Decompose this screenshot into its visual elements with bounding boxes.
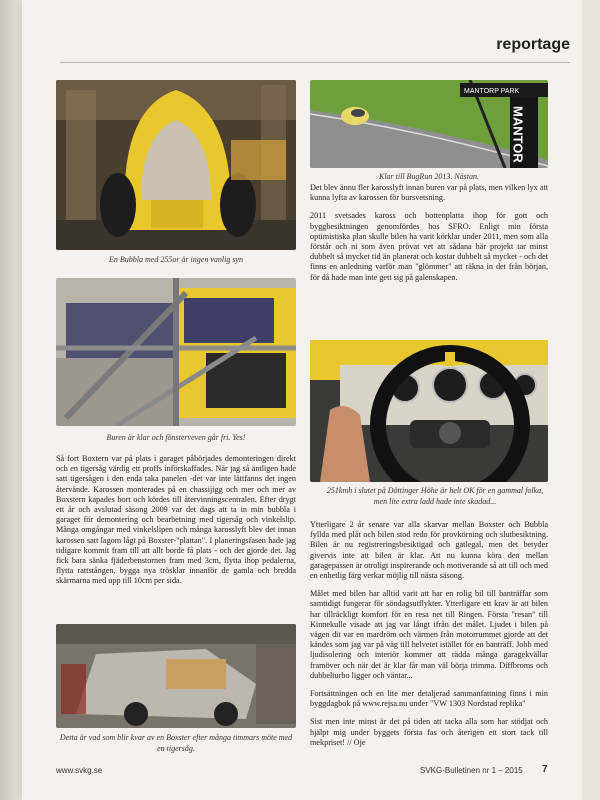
right-paragraph-1: Det blev ännu fler karosslyft innan buren var på plats, men vilken lyx att kunna lyfta av karossen för bursvetsning.: [310, 183, 548, 203]
photo-engine-bay: [56, 624, 296, 728]
bug-shell-image: [56, 80, 296, 250]
photo-dashboard: [310, 340, 548, 482]
photo-bug-shell: [56, 80, 296, 250]
left-column-text: [56, 454, 296, 595]
track-sign-text: MANTOR: [510, 106, 526, 163]
track-image: [310, 80, 548, 168]
caption-track: Klar till BugRun 2013. Nästan.: [378, 172, 479, 181]
right-column-text-top: [310, 183, 548, 291]
right-column-text-bottom: [310, 520, 548, 756]
caption-dashboard: 251kmh i slutet på Döttinger Höhe är helt OK för en gammal folka, men lite extra ladd hade inte skadad...: [326, 486, 544, 506]
caption-bug-shell: En Bubbla med 255or är ingen vanlig syn: [109, 255, 243, 264]
rollcage-image: [56, 278, 296, 426]
dashboard-image: [310, 340, 548, 482]
caption-rollcage: Buren är klar och fönsterveven går fri. Yes!: [106, 433, 246, 442]
right-paragraph-4: Målet med bilen har alltid varit att har en rolig bil till banträffar som samtidigt fungerar för söndagsutflykter. Ytterligare ett krav är att bilen har tillräckligt komfort för en resa net till Ringen. Första "resan" till Kinnekulle visade att jag var långt ifrån det målet. Ljudet i bilen på vägen dit var en mardröm och värmen från motorrummet gjorde att det kändes som jag var på väg till helvetet istället för en banträff. Jobb med ljudisolering och interiör kommer att rädda många garagekvällar framöver och när det är klar får man väl börja trimma. Diffbroms och dubbelturbo ligger och väntar...: [310, 589, 548, 680]
section-label: reportage: [496, 36, 570, 53]
caption-engine-bay: Detta är vad som blir kvar av en Boxster efter många timmars möte med en tigersåg.: [59, 733, 293, 753]
engine-bay-image: [56, 624, 296, 728]
right-paragraph-2: 2011 svetsades kaross och bottenplatta ihop för gott och byggbesiktningen genomfördes hos SFRO. Enligt min första optimistiska plan skulle bilen ha varit körklar under 2011, men som alla förstår och ni som även prövat vet att sådana här projekt tar minst dubbelt så mycket tid än planerat och kostar dubbelt så mycket - och det finns en anledning varför man "glömmer" att räkna in det från början, för då hade man inte gett sig på galenskapen.: [310, 211, 548, 282]
footer-publication: SVKG-Bulletinen nr 1 – 2015: [420, 766, 523, 775]
footer-page-number: 7: [542, 764, 548, 775]
photo-track: [310, 80, 548, 168]
page-header: [60, 34, 570, 63]
binding-spine: [0, 0, 24, 800]
magazine-page: [22, 0, 582, 800]
right-paragraph-6: Sist men inte minst är det på tiden att tacka alla som har stödjat och hjälpt mig under byggets första fas och återigen ett stort tack till mekpriset! // Oje: [310, 717, 548, 747]
right-paragraph-3: Ytterligare 2 år senare var alla skarvar mellan Boxster och Bubbla fyllda med plåt och bilen stod redo för provkörning och slutbesiktning. Bilen är nu registreringsbesiktigad och gatlegal, men det betyder givervis inte att bilen är klar. Att nu kunna köra den mellan garagepassen är otroligt inspirerande och motiverande så att till och med en enhetlig färg verkar möjlig till nästa säsong.: [310, 520, 548, 581]
photo-rollcage: [56, 278, 296, 426]
right-paragraph-5: Fortsättningen och en lite mer detaljerad sammanfattning finns i min byggdagbok på www.rejsa.nu under "VW 1303 Nordstad replika": [310, 689, 548, 709]
left-paragraph-1: Så fort Boxtern var på plats i garaget påbörjades demonteringen direkt och en tigersåg värdig ett proffs införskaffades. När jag så äntligen hade satt tigersågen i den enda taka panelen -det var inte lättfanns det ingen återvände. Karossen monterades på en chassijigg och mer och mer av Boxstern kapades bort och kördes till återvinningscentralen. Efter drygt ett år och avslutad säsong 2009 var det dags att ta in min bubbla i garaget för demontering och bearbetning med tigersåg och vinkelslip. Många omgångar med vinkelslipen och många karosslyft blev det innan karossen satt lagom lågt på Boxster-"plattan". I planeringsfasen hade jag tidigare kommit fram till att allt borde få plats - och det gjorde det. Jag fick bara sänka fjäderbenstornen fram med 3cm, flytta ihop pedalerna, flytta rattstången, bygga nya trösklar innanför de gamla och bredda skärmarna med upp till 10cm per sida.: [56, 454, 296, 586]
footer-website: www.svkg.se: [56, 766, 103, 775]
track-banner-text: MANTORP PARK: [464, 88, 520, 95]
